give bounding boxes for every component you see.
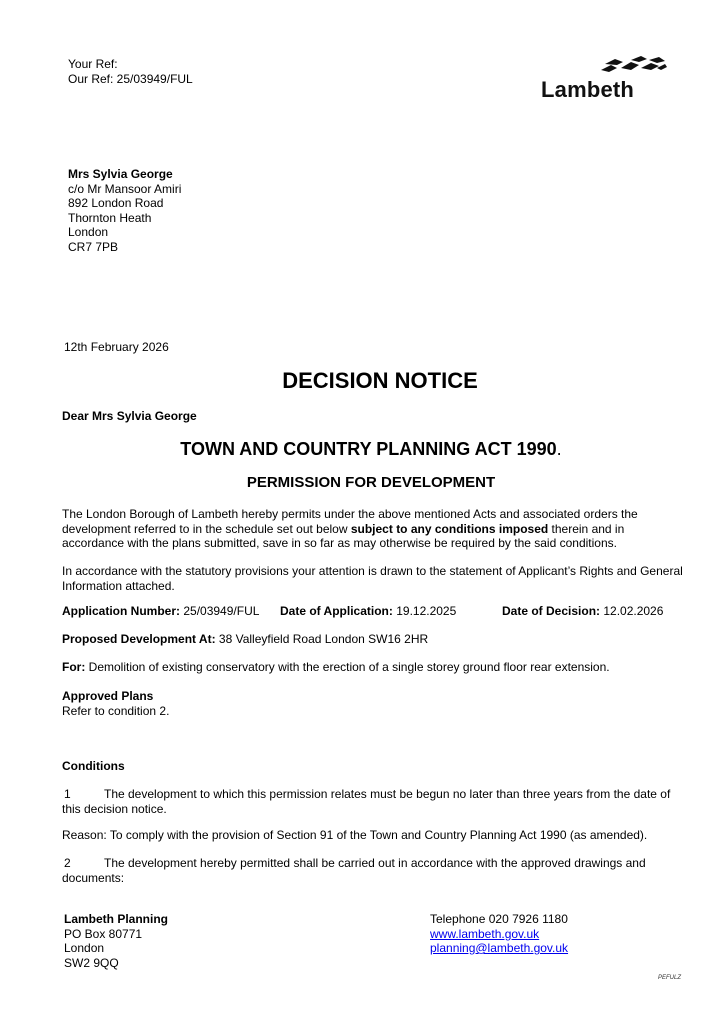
proposed-label: Proposed Development At:	[62, 632, 216, 646]
address-line: 892 London Road	[68, 196, 164, 210]
statutory-paragraph: In accordance with the statutory provisions your attention is drawn to the statement of Applicant’s Rights and General Information attached.	[62, 564, 683, 593]
date-of-decision-value: 12.02.2026	[600, 604, 664, 618]
conditions-heading: Conditions	[62, 759, 125, 773]
reference-block	[68, 57, 193, 86]
act-title-text: TOWN AND COUNTRY PLANNING ACT 1990	[180, 439, 557, 459]
your-ref: Your Ref:	[68, 57, 118, 71]
page-title: DECISION NOTICE	[282, 368, 478, 393]
date-of-application-label: Date of Application:	[280, 604, 393, 618]
approved-plans-section	[62, 689, 687, 718]
development-description	[62, 660, 687, 675]
condition-1-reason: Reason: To comply with the provision of Section 91 of the Town and Country Planning Act 1990 (as amended).	[62, 828, 648, 842]
approved-plans-text: Refer to condition 2.	[62, 703, 170, 718]
approved-plans-heading: Approved Plans	[62, 689, 154, 703]
letter-date: 12th February 2026	[64, 340, 169, 354]
for-value: Demolition of existing conservatory with the erection of a single storey ground floor rear extension.	[85, 660, 610, 674]
footer-address	[64, 912, 168, 970]
act-title-dot: .	[556, 439, 562, 459]
application-number-label: Application Number:	[62, 604, 181, 618]
proposed-value: 38 Valleyfield Road London SW16 2HR	[215, 632, 429, 646]
footer-contact	[430, 912, 568, 956]
lambeth-logo	[541, 56, 667, 104]
condition-1-number: 1	[64, 787, 71, 801]
intro-bold: subject to any conditions imposed	[350, 521, 549, 536]
logo-text: Lambeth	[541, 77, 635, 102]
email-link[interactable]: planning@lambeth.gov.uk	[430, 941, 569, 955]
website-link[interactable]: www.lambeth.gov.uk	[430, 926, 540, 941]
intro-text-2: therein and in accordance with the plans submitted, save in so far as may otherwise be required by the said conditions.	[62, 521, 625, 550]
address-line: CR7 7PB	[68, 239, 119, 254]
condition-2	[62, 856, 687, 885]
lambeth-logo-icon	[601, 56, 667, 78]
salutation: Dear Mrs Sylvia George	[62, 409, 197, 423]
act-title	[0, 438, 724, 460]
footer-address-line: PO Box 80771	[64, 926, 143, 941]
address-line: Thornton Heath	[68, 210, 152, 225]
recipient-address	[68, 167, 181, 254]
application-number-value: 25/03949/FUL	[180, 604, 260, 618]
date-of-decision-label: Date of Decision:	[502, 604, 601, 618]
footer-telephone: Telephone 020 7926 1180	[430, 912, 568, 926]
intro-text-1: The London Borough of Lambeth hereby permits under the above mentioned Acts and associated orders the development referred to in the schedule set out below	[62, 507, 638, 536]
recipient-name: Mrs Sylvia George	[68, 167, 173, 181]
footer-address-line: London	[64, 941, 105, 955]
permission-title: PERMISSION FOR DEVELOPMENT	[246, 474, 496, 491]
footer-org: Lambeth Planning	[64, 912, 169, 926]
our-ref: Our Ref: 25/03949/FUL	[68, 71, 193, 86]
date-of-decision	[502, 604, 663, 619]
proposed-development	[62, 632, 687, 647]
date-of-application-value: 19.12.2025	[392, 604, 457, 618]
intro-paragraph	[62, 507, 687, 551]
condition-2-number: 2	[64, 856, 71, 870]
address-line: London	[68, 225, 109, 239]
date-of-application	[280, 604, 456, 619]
application-number	[62, 604, 259, 619]
footer-address-line: SW2 9QQ	[64, 955, 119, 970]
for-label: For:	[62, 660, 86, 674]
condition-1	[62, 787, 687, 816]
condition-1-text: The development to which this permission relates must be begun no later than three years from the date of this decision notice.	[62, 787, 671, 816]
condition-2-text: The development hereby permitted shall be carried out in accordance with the approved drawings and documents:	[62, 856, 646, 885]
page-code: PEFULZ	[658, 975, 682, 981]
address-line: c/o Mr Mansoor Amiri	[68, 181, 182, 196]
